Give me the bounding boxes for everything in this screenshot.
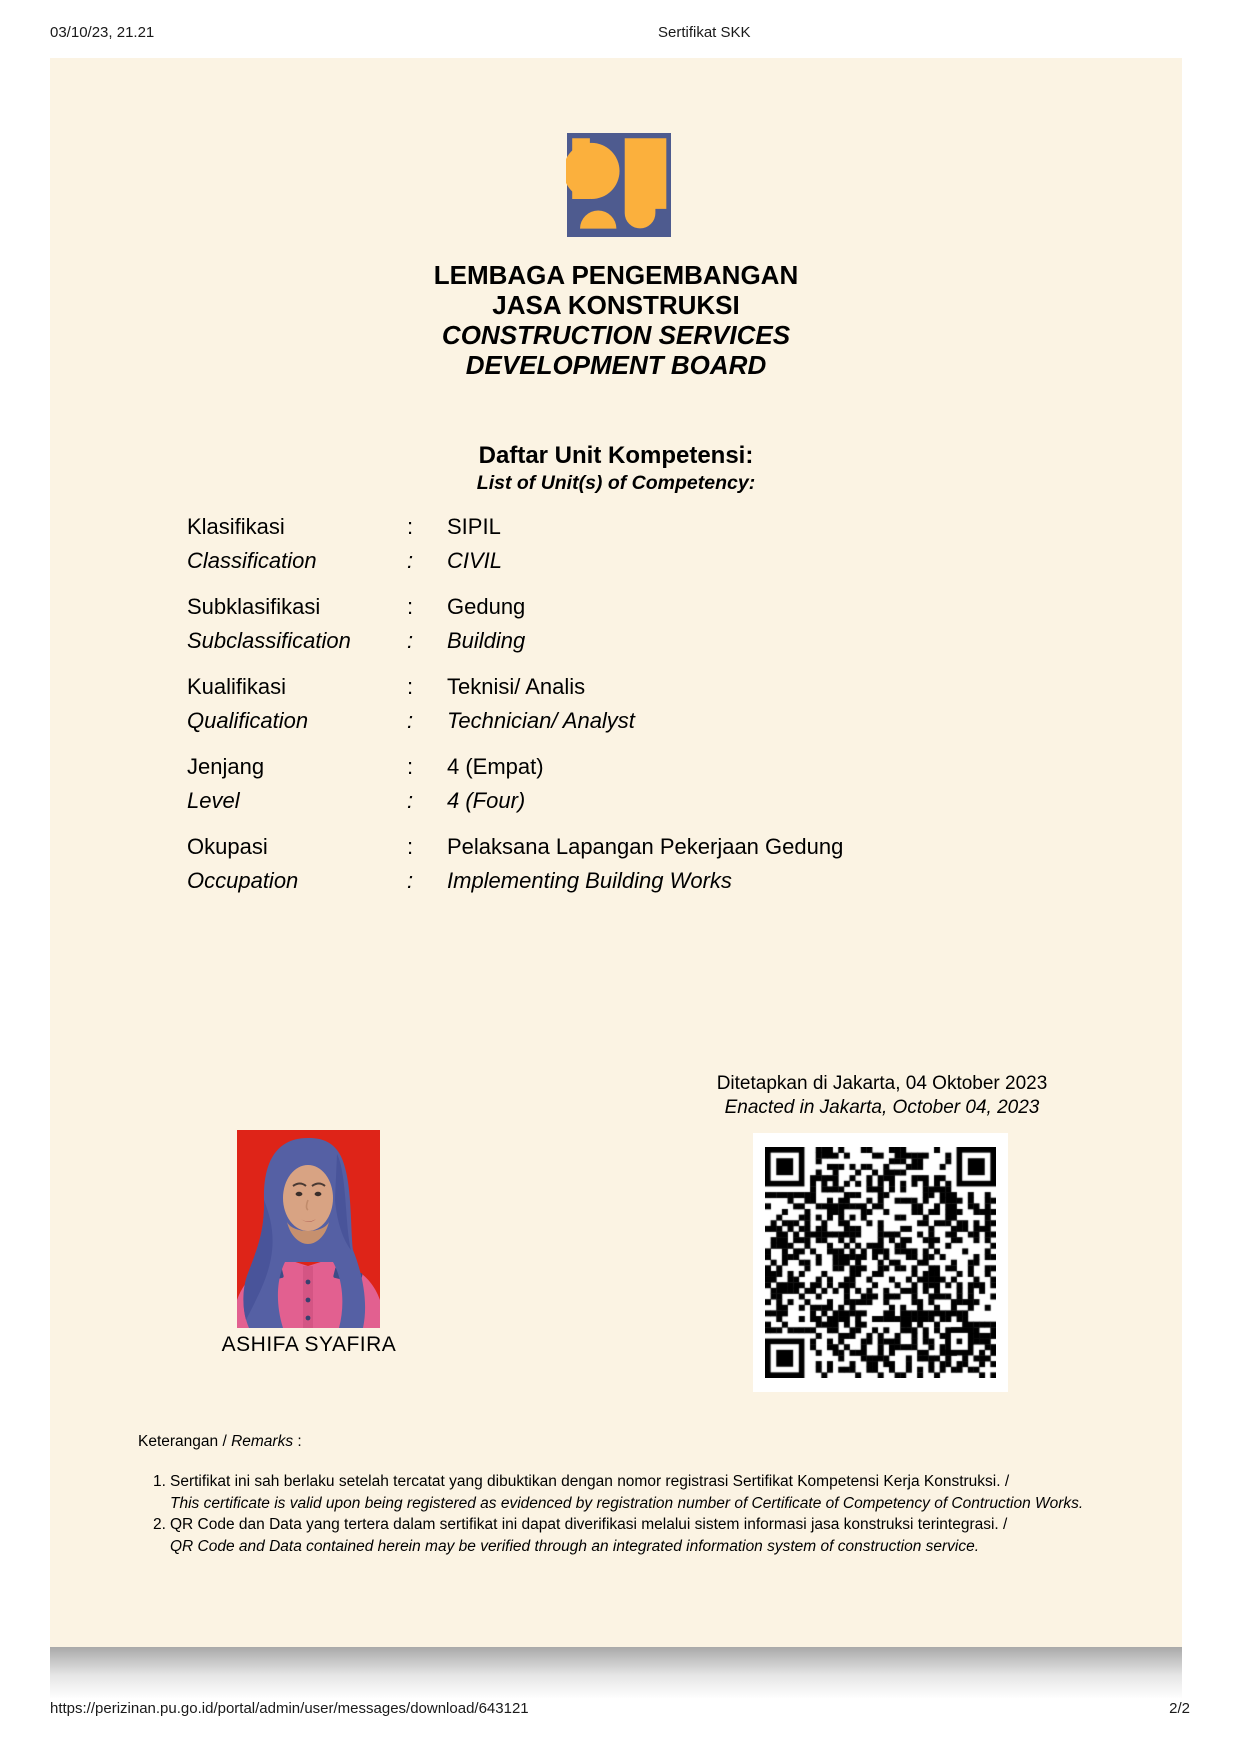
- page-indicator: 2/2: [1169, 1700, 1190, 1717]
- logo-p-bowl: [566, 143, 620, 199]
- field-value-id: Gedung: [447, 594, 526, 619]
- field-row-en: [187, 624, 843, 658]
- field-value-id: 4 (Empat): [447, 754, 544, 779]
- remark-text-id: QR Code dan Data yang tertera dalam sertifikat ini dapat diverifikasi melalui sistem informasi jasa konstruksi terintegrasi. /: [170, 1516, 1008, 1534]
- remark-item: [153, 1471, 1105, 1514]
- field-colon: :: [407, 834, 414, 859]
- field-row-id: [187, 830, 843, 864]
- field-klasifikasi: [187, 510, 843, 578]
- field-label-en: Qualification: [187, 708, 309, 733]
- field-label-en: Level: [187, 788, 240, 813]
- holder-photo: [237, 1130, 380, 1328]
- field-colon: :: [407, 868, 414, 893]
- org-line-4: DEVELOPMENT BOARD: [465, 350, 767, 380]
- print-datetime: 03/10/23, 21.21: [50, 24, 155, 41]
- field-row-id: [187, 670, 843, 704]
- organization-title: [50, 260, 1182, 380]
- qr-code: [753, 1133, 1008, 1392]
- field-row-en: [187, 544, 843, 578]
- remark-number: 1.: [153, 1473, 166, 1490]
- field-label-id: Subklasifikasi: [187, 594, 321, 619]
- field-row-id: [187, 510, 843, 544]
- field-value-en: Technician/ Analyst: [447, 708, 635, 733]
- field-colon: :: [407, 708, 414, 733]
- field-row-en: [187, 784, 843, 818]
- field-value-en: CIVIL: [447, 548, 503, 573]
- field-row-id: [187, 590, 843, 624]
- section-heading: [50, 442, 1182, 496]
- remark-text-en: QR Code and Data contained herein may be verified through an integrated information system of construction service.: [170, 1537, 980, 1555]
- enactment-line-en: Enacted in Jakarta, October 04, 2023: [724, 1097, 1040, 1118]
- certificate-sheet: [50, 58, 1182, 1647]
- remark-text-id: Sertifikat ini sah berlaku setelah tercatat yang dibuktikan dengan nomor registrasi Sertifikat Kompetensi Kerja Konstruksi. /: [170, 1473, 1010, 1490]
- field-row-en: [187, 704, 843, 738]
- photo-button: [306, 1298, 311, 1303]
- field-value-en: 4 (Four): [447, 788, 526, 813]
- field-colon: :: [407, 754, 414, 779]
- field-kualifikasi: [187, 670, 843, 738]
- pu-ministry-logo-icon: [566, 133, 672, 237]
- org-line-3: CONSTRUCTION SERVICES: [441, 320, 791, 350]
- field-label-en: Subclassification: [187, 628, 351, 653]
- competency-fields: [187, 510, 843, 910]
- remarks-heading-id: Keterangan /: [138, 1433, 227, 1450]
- field-colon: :: [407, 514, 414, 539]
- remarks-heading-suffix: :: [297, 1433, 302, 1450]
- qr-code-canvas: [765, 1147, 996, 1378]
- enactment-line-id: Ditetapkan di Jakarta, 04 Oktober 2023: [716, 1073, 1048, 1094]
- section-title-en: List of Unit(s) of Competency:: [476, 472, 756, 494]
- field-value-en: Implementing Building Works: [447, 868, 732, 893]
- enactment-block: [582, 1072, 1182, 1120]
- document-title: Sertifikat SKK: [658, 24, 751, 41]
- sheet-bottom-shadow: [50, 1647, 1182, 1699]
- field-colon: :: [407, 674, 414, 699]
- remarks-heading: [138, 1433, 302, 1451]
- field-row-en: [187, 864, 843, 898]
- remarks-list: [153, 1471, 1105, 1557]
- field-label-id: Okupasi: [187, 834, 268, 859]
- field-label-id: Jenjang: [187, 754, 265, 779]
- photo-eye: [296, 1192, 303, 1196]
- org-line-2: JASA KONSTRUKSI: [492, 290, 740, 320]
- field-label-id: Klasifikasi: [187, 514, 285, 539]
- photo-button: [306, 1316, 311, 1321]
- remark-item: [153, 1514, 1105, 1557]
- photo-eye: [315, 1192, 322, 1196]
- field-okupasi: [187, 830, 843, 898]
- photo-face: [283, 1165, 333, 1231]
- photo-button: [306, 1280, 311, 1285]
- holder-name: ASHIFA SYAFIRA: [221, 1333, 397, 1356]
- field-colon: :: [407, 594, 414, 619]
- field-value-id: Pelaksana Lapangan Pekerjaan Gedung: [447, 834, 844, 859]
- field-subklasifikasi: [187, 590, 843, 658]
- field-row-id: [187, 750, 843, 784]
- remarks-heading-en: Remarks: [231, 1433, 294, 1450]
- org-line-1: LEMBAGA PENGEMBANGAN: [433, 260, 799, 290]
- field-value-en: Building: [447, 628, 526, 653]
- field-value-id: Teknisi/ Analis: [447, 674, 586, 699]
- section-title-id: Daftar Unit Kompetensi:: [478, 442, 754, 469]
- remark-number: 2.: [153, 1516, 166, 1534]
- remark-text-en: This certificate is valid upon being registered as evidenced by registration number of Certificate of Competency of Contruction Works.: [170, 1494, 1084, 1512]
- field-label-en: Classification: [187, 548, 317, 573]
- field-colon: :: [407, 788, 414, 813]
- field-label-id: Kualifikasi: [187, 674, 287, 699]
- field-colon: :: [407, 548, 414, 573]
- field-label-en: Occupation: [187, 868, 299, 893]
- field-jenjang: [187, 750, 843, 818]
- footer-url: https://perizinan.pu.go.id/portal/admin/user/messages/download/643121: [50, 1700, 529, 1717]
- field-colon: :: [407, 628, 414, 653]
- field-value-id: SIPIL: [447, 514, 501, 539]
